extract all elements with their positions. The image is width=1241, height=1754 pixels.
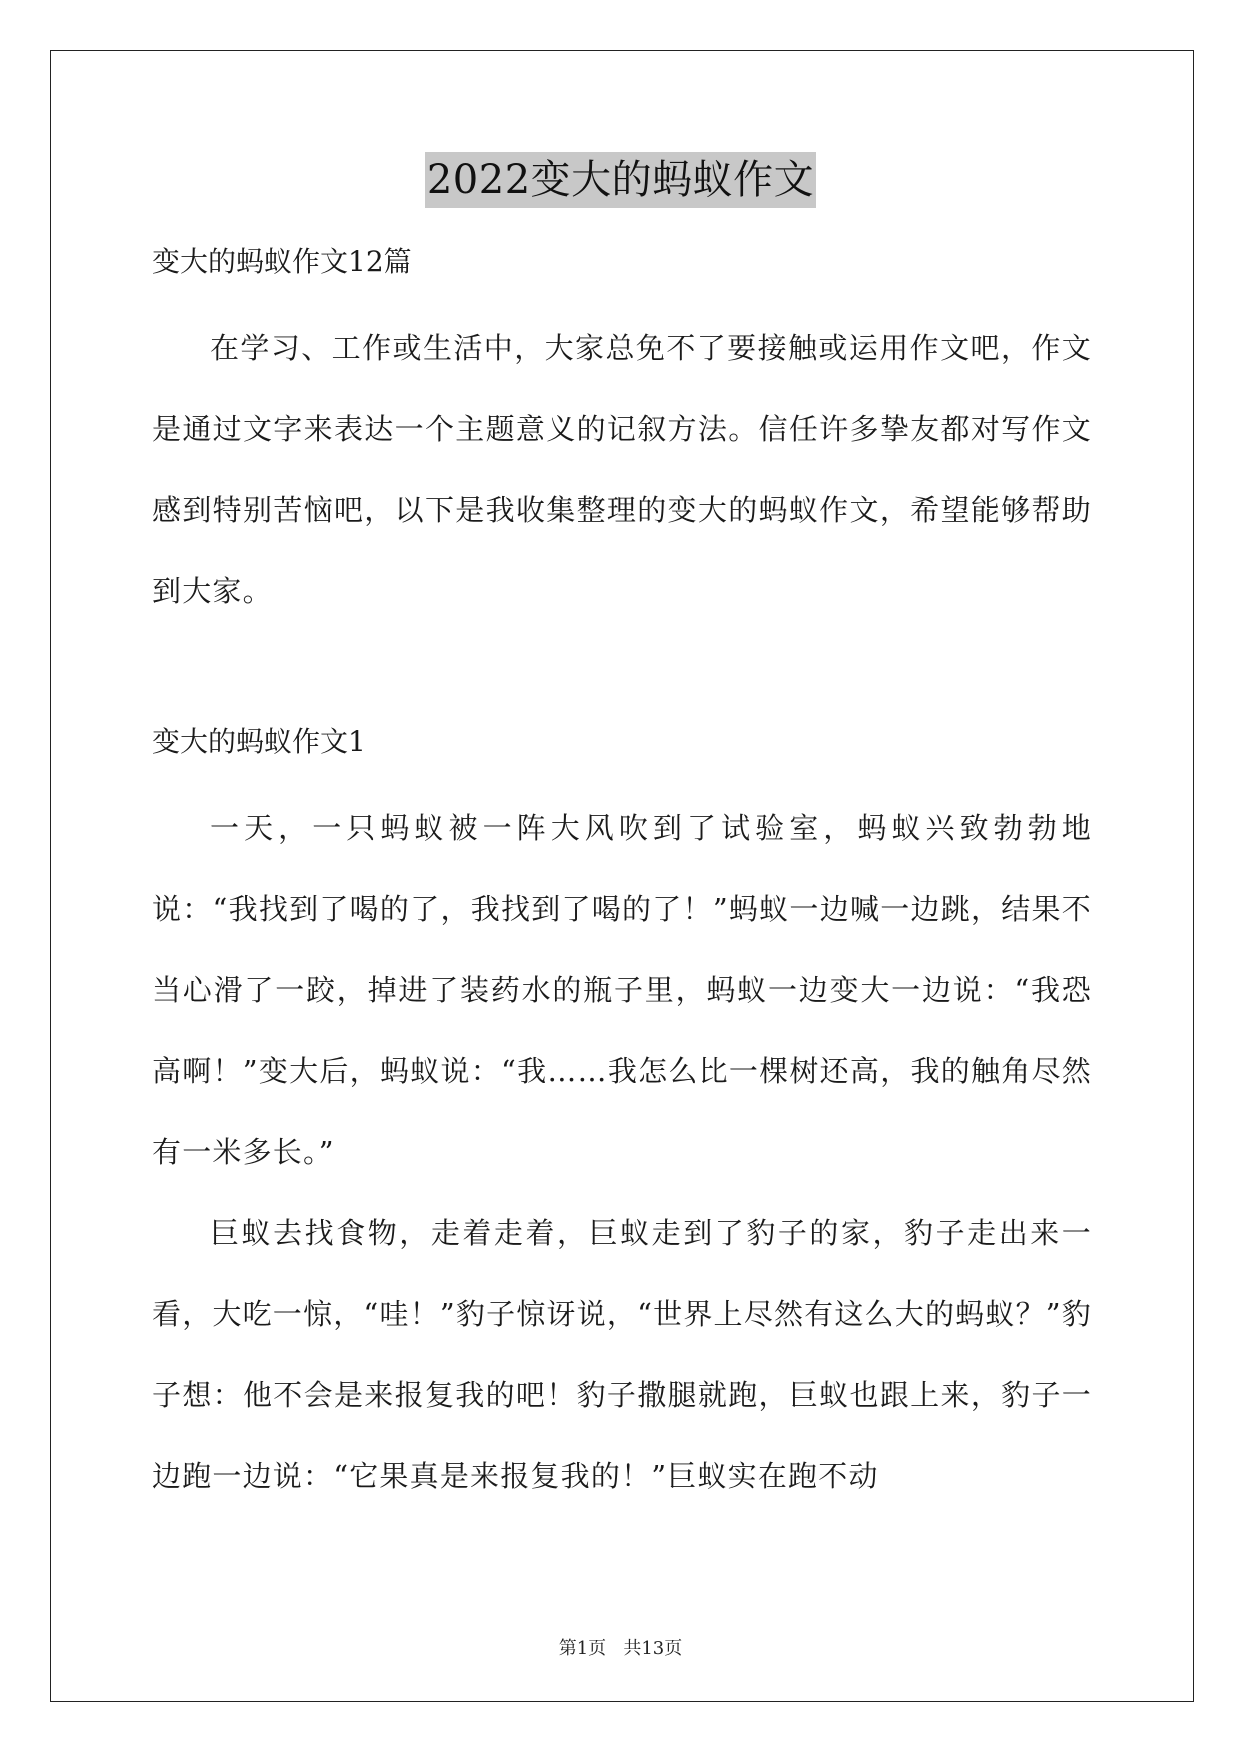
body-paragraph: 一天，一只蚂蚁被一阵大风吹到了试验室，蚂蚁兴致勃勃地说：“我找到了喝的了，我找到了喝的了！”蚂蚁一边喊一边跳，结果不当心滑了一跤，掉进了装药水的瓶子里，蚂蚁一边变大一边说：“我恐高啊！”变大后，蚂蚁说：“我……我怎么比一棵树还高，我的触角尽然有一米多长。” [152,811,1092,1169]
document-body [152,228,1092,1517]
title-block [0,152,1241,208]
section-heading: 变大的蚂蚁作文1 [152,725,366,758]
spacer [152,776,1092,788]
document-subtitle: 变大的蚂蚁作文12篇 [152,245,412,278]
spacer [152,296,1092,308]
intro-paragraph: 在学习、工作或生活中，大家总免不了要接触或运用作文吧，作文是通过文字来表达一个主题意义的记叙方法。信任许多挚友都对写作文感到特别苦恼吧，以下是我收集整理的变大的蚂蚁作文，希望能够帮助到大家。 [152,331,1092,608]
spacer [152,632,1092,708]
body-paragraph: 巨蚁去找食物，走着走着，巨蚁走到了豹子的家，豹子走出来一看，大吃一惊，“哇！”豹子惊讶说，“世界上尽然有这么大的蚂蚁？”豹子想：他不会是来报复我的吧！豹子撒腿就跑，巨蚁也跟上来，豹子一边跑一边说：“它果真是来报复我的！”巨蚁实在跑不动 [152,1216,1092,1493]
document-title: 2022变大的蚂蚁作文 [425,152,816,208]
page-footer: 第1页 共13页 [558,1638,683,1659]
